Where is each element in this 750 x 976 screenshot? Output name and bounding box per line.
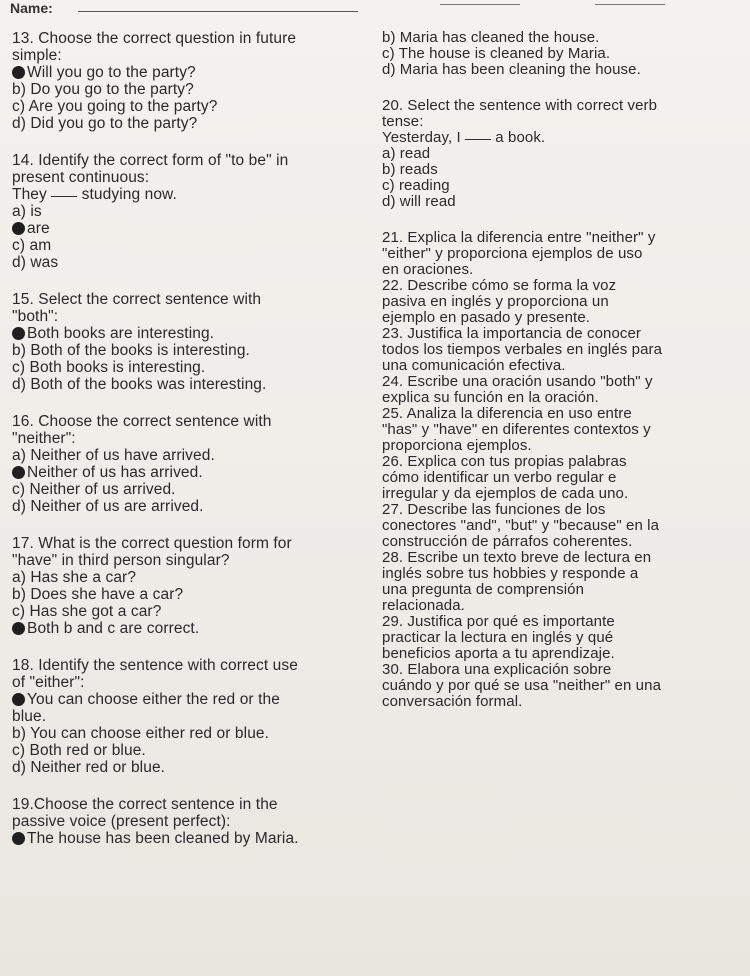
question-text: 16. Choose the correct sentence with (12, 413, 272, 430)
option-a-continued: blue. (12, 708, 47, 725)
question-30: 30. Elabora una explicación sobre (382, 661, 612, 678)
name-blank-line[interactable] (78, 11, 358, 12)
selected-answer-mark (12, 622, 25, 635)
option-d[interactable]: d) Both of the books was interesting. (12, 376, 267, 393)
question-text: "have" in third person singular? (12, 552, 230, 569)
question-21: 21. Explica la diferencia entre "neither" y (382, 229, 656, 246)
option-b[interactable]: Neither of us has arrived. (12, 464, 372, 481)
question-text: "both": (12, 308, 59, 325)
option-b[interactable]: b) Maria has cleaned the house. (382, 29, 600, 46)
question-24: 24. Escribe una oración usando "both" y (382, 373, 653, 390)
option-b[interactable]: b) reads (382, 161, 438, 178)
question-14 (12, 152, 372, 271)
question-text: 13. Choose the correct question in future (12, 30, 297, 47)
selected-answer-mark (12, 66, 25, 79)
question-text: present continuous: (12, 169, 150, 186)
question-text: passive voice (present perfect): (12, 813, 231, 830)
question-15 (12, 291, 372, 393)
question-25: proporciona ejemplos. (382, 437, 532, 454)
question-text: 14. Identify the correct form of "to be" in (12, 152, 289, 169)
question-28: inglés sobre tus hobbies y responde a (382, 565, 639, 582)
question-26: 26. Explica con tus propias palabras (382, 453, 627, 470)
option-b[interactable]: b) Does she have a car? (12, 586, 184, 603)
open-questions (382, 230, 742, 710)
name-field-label: Name: (10, 0, 53, 16)
option-c[interactable]: c) reading (382, 177, 450, 194)
question-18 (12, 657, 372, 776)
question-21: en oraciones. (382, 261, 474, 278)
option-b[interactable]: b) You can choose either red or blue. (12, 725, 270, 742)
question-16 (12, 413, 372, 515)
option-a[interactable]: You can choose either the red or the (12, 691, 372, 708)
question-27: 27. Describe las funciones de los (382, 501, 606, 518)
question-13-options-continued (382, 30, 742, 78)
blank-line (595, 4, 665, 5)
question-23: 23. Justifica la importancia de conocer (382, 325, 642, 342)
question-text: 18. Identify the sentence with correct use (12, 657, 298, 674)
option-c[interactable]: c) Neither of us arrived. (12, 481, 176, 498)
option-b[interactable]: b) Do you go to the party? (12, 81, 194, 98)
selected-answer-mark (12, 222, 25, 235)
left-column (12, 30, 372, 847)
question-text: 20. Select the sentence with correct verb (382, 97, 658, 114)
option-c[interactable]: c) am (12, 237, 52, 254)
question-29: practicar la lectura en inglés y qué (382, 629, 614, 646)
question-29: beneficios aporta a tu aprendizaje. (382, 645, 615, 662)
option-a[interactable]: a) read (382, 145, 431, 162)
question-text: "neither": (12, 430, 76, 447)
question-22: ejemplo en pasado y presente. (382, 309, 591, 326)
question-22: pasiva en inglés y proporciona un (382, 293, 609, 310)
selected-answer-mark (12, 327, 25, 340)
question-25: "has" y "have" en diferentes contextos y (382, 421, 651, 438)
question-20 (382, 98, 742, 210)
option-d[interactable]: d) Neither red or blue. (12, 759, 166, 776)
option-b[interactable]: b) Both of the books is interesting. (12, 342, 250, 359)
question-17 (12, 535, 372, 637)
question-19 (12, 796, 372, 847)
question-text: 19.Choose the correct sentence in the (12, 796, 278, 813)
right-column (382, 30, 742, 710)
question-28: 28. Escribe un texto breve de lectura en (382, 549, 652, 566)
question-28: una pregunta de comprensión (382, 581, 585, 598)
question-text: of "either": (12, 674, 85, 691)
option-a[interactable]: a) Neither of us have arrived. (12, 447, 215, 464)
option-c[interactable]: c) Both books is interesting. (12, 359, 206, 376)
blank-line (440, 4, 520, 5)
option-c[interactable]: c) Both red or blue. (12, 742, 146, 759)
selected-answer-mark (12, 832, 25, 845)
option-d[interactable]: d) Maria has been cleaning the house. (382, 61, 641, 78)
option-d[interactable]: Both b and c are correct. (12, 620, 372, 637)
option-a[interactable]: The house has been cleaned by Maria. (12, 830, 372, 847)
question-26: irregular y da ejemplos de cada uno. (382, 485, 629, 502)
option-c[interactable]: c) Has she got a car? (12, 603, 162, 620)
option-d[interactable]: d) Neither of us are arrived. (12, 498, 204, 515)
option-c[interactable]: c) Are you going to the party? (12, 98, 218, 115)
question-23: todos los tiempos verbales en inglés para (382, 341, 663, 358)
question-28: relacionada. (382, 597, 465, 614)
option-a[interactable]: Will you go to the party? (12, 64, 372, 81)
selected-answer-mark (12, 693, 25, 706)
question-30: cuándo y por qué se usa "neither" en una (382, 677, 662, 694)
option-d[interactable]: d) was (12, 254, 59, 271)
option-a[interactable]: a) is (12, 203, 42, 220)
question-26: cómo identificar un verbo regular e (382, 469, 617, 486)
question-27: conectores "and", "but" y "because" en la (382, 517, 660, 534)
question-sentence: Yesterday, I a book. (382, 129, 546, 146)
question-25: 25. Analiza la diferencia en uso entre (382, 405, 632, 422)
selected-answer-mark (12, 466, 25, 479)
question-27: construcción de párrafos coherentes. (382, 533, 633, 550)
question-text: 17. What is the correct question form for (12, 535, 292, 552)
question-29: 29. Justifica por qué es importante (382, 613, 615, 630)
question-13 (12, 30, 372, 132)
option-a[interactable]: a) Has she a car? (12, 569, 137, 586)
option-a[interactable]: Both books are interesting. (12, 325, 372, 342)
option-b[interactable]: are (12, 220, 372, 237)
question-text: tense: (382, 113, 424, 130)
question-30: conversación formal. (382, 693, 523, 710)
question-text: simple: (12, 47, 62, 64)
question-sentence: They studying now. (12, 186, 177, 203)
question-22: 22. Describe cómo se forma la voz (382, 277, 617, 294)
question-23: una comunicación efectiva. (382, 357, 566, 374)
question-21: "either" y proporciona ejemplos de uso (382, 245, 643, 262)
question-text: 15. Select the correct sentence with (12, 291, 262, 308)
option-c[interactable]: c) The house is cleaned by Maria. (382, 45, 611, 62)
question-24: explica su función en la oración. (382, 389, 599, 406)
option-d[interactable]: d) will read (382, 193, 456, 210)
option-d[interactable]: d) Did you go to the party? (12, 115, 198, 132)
